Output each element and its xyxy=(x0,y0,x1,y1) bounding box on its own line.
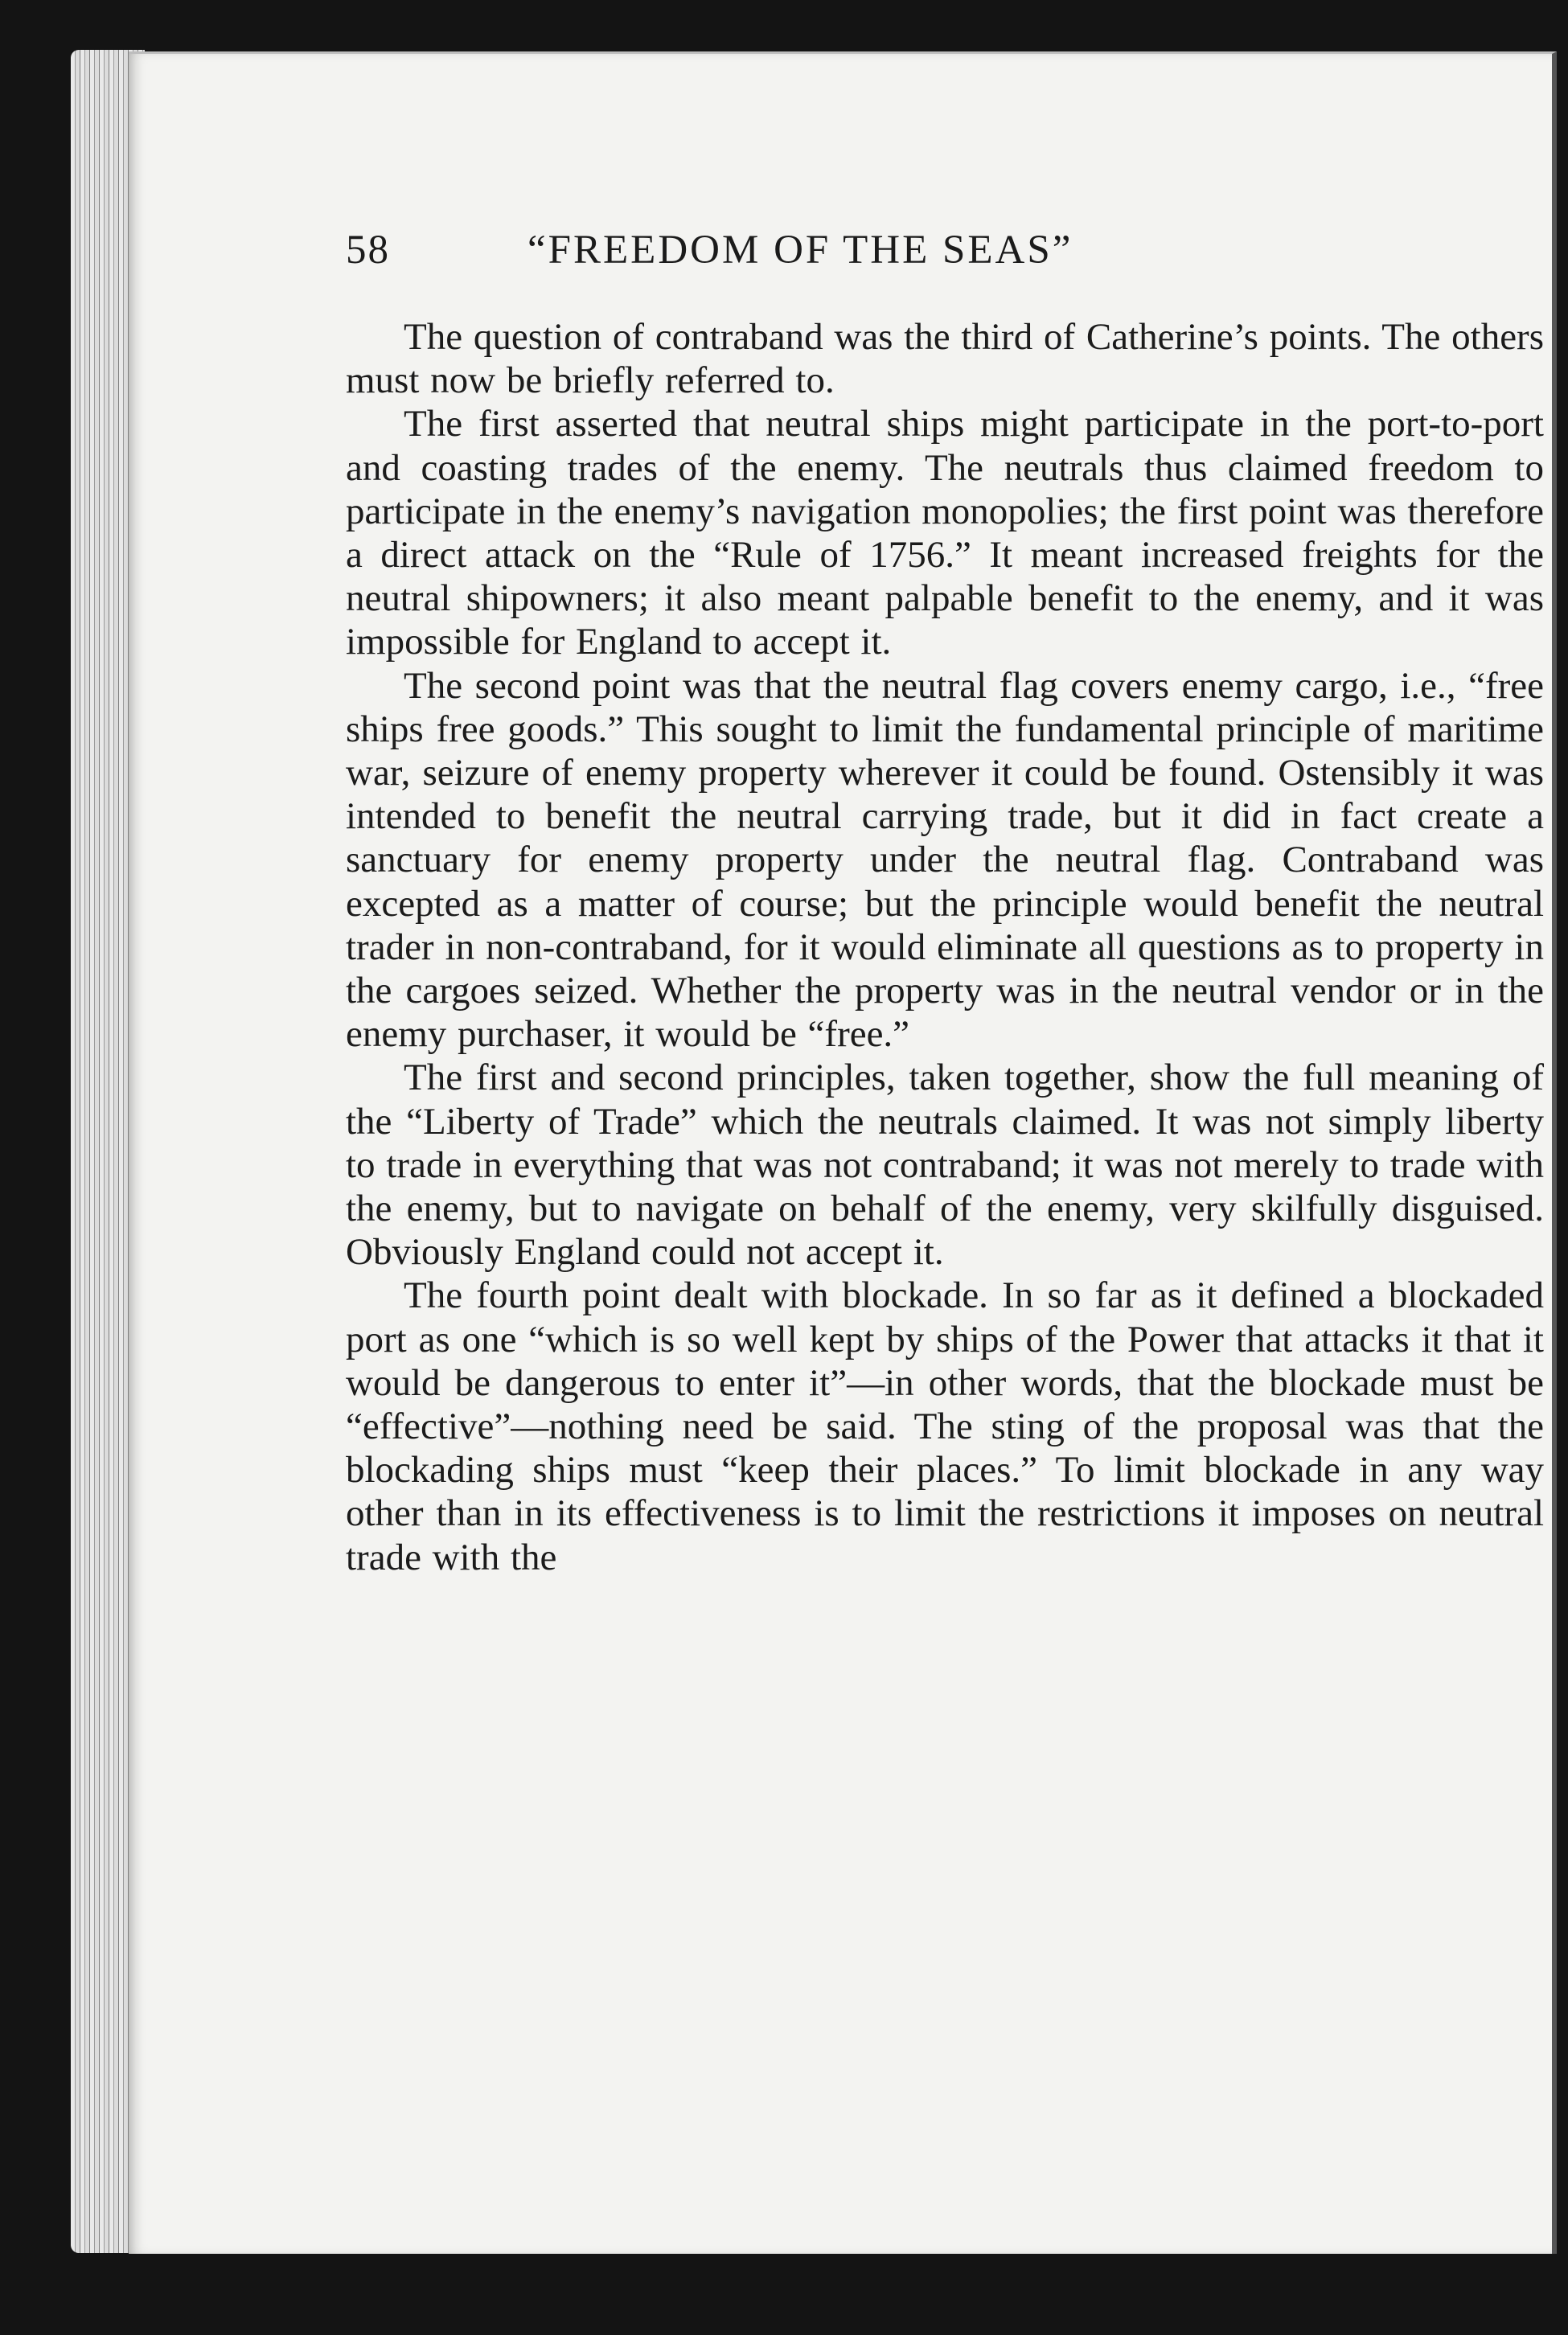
running-head xyxy=(346,227,1544,315)
paragraph-3: The second point was that the neutral flag covers enemy cargo, i.e., “free ships free goods.” This sought to limit the fundamental principle of maritime war, seizure of enemy property wherever it could be found. Ostensibly it was intended to benefit the neutral carrying trade, but it did in fact create a sanctuary for enemy property under the neutral flag. Contraband was excepted as a matter of course; but the principle would benefit the neutral trader in non-contraband, for it would eliminate all questions as to property in the cargoes seized. Whether the property was in the neutral vendor or in the enemy purchaser, it would be “free.” xyxy=(346,664,1544,1056)
body-text xyxy=(346,315,1544,1579)
page xyxy=(129,51,1557,2254)
paragraph-2: The first asserted that neutral ships might participate in the port-to-port and coasting trades of the enemy. The neutrals thus claimed freedom to participate in the enemy’s navigation monopolies; the first point was therefore a direct attack on the “Rule of 1756.” It meant increased freights for the neutral shipowners; it also meant palpable benefit to the enemy, and it was impossible for England to accept it. xyxy=(346,403,1544,663)
text-block xyxy=(346,227,1544,1579)
running-title: “FREEDOM OF THE SEAS” xyxy=(527,228,1073,273)
paragraph-5: The fourth point dealt with blockade. In so far as it defined a blockaded port as one “which is so well kept by ships of the Power that attacks it that it would be dangerous to enter it”—in other words, that the blockade must be “effective”—nothing need be said. The sting of the proposal was that the blockading ships must “keep their places.” To limit blockade in any way other than in its effectiveness is to limit the restrictions it imposes on neutral trade with the xyxy=(346,1274,1544,1578)
page-number: 58 xyxy=(346,228,390,273)
paragraph-4: The first and second principles, taken together, show the full meaning of the “Liberty of Trade” which the neutrals claimed. It was not simply liberty to trade in everything that was not contraband; it was not merely to trade with the enemy, but to navigate on behalf of the enemy, very skilfully disguised. Obviously England could not accept it. xyxy=(346,1057,1544,1274)
paragraph-1: The question of contraband was the third of Catherine’s points. The others must now be briefly referred to. xyxy=(346,316,1544,402)
